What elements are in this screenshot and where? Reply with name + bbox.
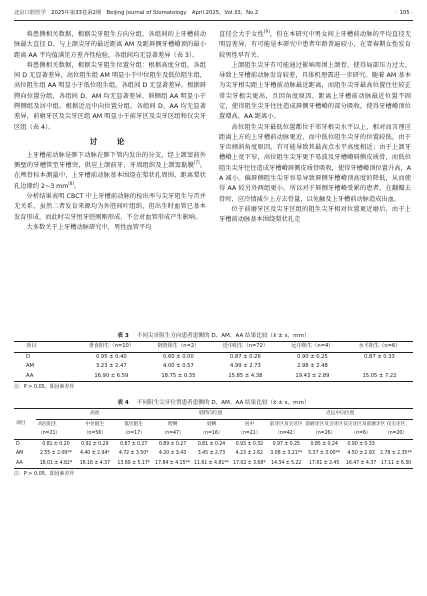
table-cell: 0.87 ± 0.26 — [230, 353, 261, 360]
table4-header: 前牙区及尖牙区 — [269, 421, 303, 427]
table-cell: 0.81 ± 0.20 — [42, 441, 70, 447]
citation-9: [9] — [263, 28, 270, 34]
table4-n: （n=42） — [267, 429, 305, 439]
table4-n: （n=20） — [379, 429, 413, 439]
table-cell: 3.08 ± 3.21** — [270, 451, 303, 456]
table-cell: 11.61 ± 4.81** — [192, 459, 232, 469]
table-cell: AM — [16, 451, 24, 456]
discussion-paragraph-height: 高位阻生尖牙最低位置都位于邻牙根尖水平以上，相对而言理应距离上方的上牙槽前动脉更近，而中低位阻生尖牙的位置较低，由于牙齿倾斜角度原因，有可能导致其最高点水平高度相近；由于上颌牙槽嵴上宽下窄，高位阻生尖牙更不易波及牙槽嵴唇侧皮质骨，而低位阻生尖牙往往造成牙槽嵴唇侧皮质骨吸收，使得牙槽嵴顶位置升高，AA 减小。偏唇侧阻生尖牙容易导致唇侧牙槽嵴顶高度的降低，从而使得 AA 较另外两组更小。所以对于唇侧牙槽嵴受累的患者，在翻瓣去骨时，应冷情减少上方去骨量，以免触及上牙槽前动脉造成出血。 — [219, 123, 411, 203]
table3-header-row — [14, 342, 413, 353]
page-number: · 105 · — [396, 10, 413, 16]
results-paragraph-position: 将患侧相关数据，根据尖牙阻生位置分组：根据高度分组，各组间 D 无显著差异，高位阻生组 AM 明显小于中位阻生及低位阻生组，高位阻生组 AA 明显小于低位阻生组，各组间 D 无显著差异。根据唇腭向位置分组，各组间 D、AM 均无显著差异，唇侧组 AA 明显小于腭侧组及居中组。根据近远中向位置分组，各组间 D、AA 均无显著差异，前磨牙区及尖牙区组 AM 明显小于前牙区及尖牙区组和仅尖牙区组（表 4）。 — [14, 61, 206, 131]
table4-n: （n=21） — [36, 429, 76, 439]
table3-number: 表 3 — [117, 333, 129, 339]
table-cell: 0.90 ± 0.25 — [297, 353, 328, 360]
table-cell: 0.87 ± 0.33 — [364, 353, 395, 360]
table-cell: D — [16, 441, 20, 447]
table-row — [14, 352, 413, 362]
table-cell: 16.16 ± 4.37 — [76, 459, 114, 469]
table4-group-height: 高度 — [36, 409, 154, 420]
table4-caption: 表 4 不同阻生尖牙位置患者患侧的 D、AM、AA 结果比较（x̄ ± s，mm） — [117, 400, 310, 406]
table4-n: （n=26） — [305, 429, 343, 439]
table-cell: 14.34 ± 5.22 — [267, 459, 305, 469]
table4-header: 仅尖牙区 — [386, 421, 406, 427]
table-cell: 13.69 ± 5.17* — [114, 459, 154, 469]
table4-n: （n=21） — [231, 429, 267, 439]
table-cell: 4.00 ± 0.57 — [163, 363, 194, 369]
table-cell: 17.61 ± 2.45 — [305, 459, 343, 469]
table-cell: D — [26, 353, 30, 360]
citation-8: [8] — [68, 180, 75, 186]
table4-group-bucco: 唇腭向位置 — [154, 409, 268, 420]
table-cell: 17.84 ± 4.15** — [154, 459, 192, 469]
table-cell: 4.20 ± 3.43 — [158, 451, 187, 456]
table4-header: 腭侧 — [167, 421, 178, 427]
table4-header-row — [14, 419, 413, 429]
table4-note: 注：P > 0.05，即因素差异 — [14, 471, 75, 477]
table-cell — [379, 439, 413, 449]
left-column — [14, 30, 206, 326]
journal-info: 北京口腔医学 2025年第33卷第2期 Beijing Journal of Stomatology April 2025，Vol.33，No.2 — [14, 10, 259, 16]
table-cell: 4.99 ± 2.73 — [230, 363, 261, 369]
table4-number: 表 4 — [117, 400, 129, 406]
table-cell: 0.93 ± 0.32 — [235, 441, 264, 447]
table-cell: 18.01 ± 4.82* — [36, 459, 76, 469]
table3-header: 倒置阻生（n=2） — [145, 342, 212, 353]
table-cell: 3.45 ± 2.73 — [197, 451, 226, 456]
discussion-paragraph-mechanism: 上颌阻生尖牙有可能通过影响周围上颌骨，使得局部压力过大，导致上牙槽前动脉发育较差，具体机理需进一步研究。随着 AM 基本为尖牙根尖距上牙槽前动脉最近距离，而阻生尖牙最高位置往往较正常尖牙根尖更高，且因角度原因，距离上牙槽前动脉最近位置不固定，使得阻生尖牙往往造成唇侧牙槽嵴的部分吸收，使得牙槽嵴顶位置增高，AA 距离小。 — [219, 61, 411, 121]
table-cell: 17.02 ± 3.68* — [231, 459, 267, 469]
discussion-paragraph-gender: 大多数关于上牙槽动脉研究中，男性血管平均 — [26, 223, 152, 231]
table-cell: 0.95 ± 0.40 — [95, 353, 127, 360]
table-cell: 0.87 ± 0.27 — [119, 441, 148, 447]
table-row — [14, 459, 413, 469]
discussion-paragraph-gender-cont: 直径会大于女性[9]，但在本研究中男女间上牙槽前动脉的平均直径无明显差异，有可能是本研究中患者年龄普遍较小，在青春期女性发育较男性早有关。 — [219, 28, 412, 59]
table4-header: 前磨牙区及尖牙区 — [305, 421, 343, 427]
table3-header: 近中阻生（n=72） — [212, 342, 279, 353]
discussion-heading: 讨 论 — [89, 136, 131, 146]
table4-n: （n=47） — [154, 429, 192, 439]
table-cell: 4.50 ± 2.93 — [347, 451, 375, 456]
table3-header: 水平阻生（n=6） — [346, 342, 413, 353]
table-cell: AA — [14, 459, 36, 469]
table4-n: （n=16） — [192, 429, 232, 439]
table3-header: 远中阻生（n=4） — [279, 342, 346, 353]
table4 — [14, 408, 413, 469]
table-cell: 3.23 ± 2.47 — [95, 363, 127, 369]
table-cell: 2.98 ± 2.48 — [297, 363, 328, 369]
table3-caption: 表 3 不同尖牙阻生方向患者患侧的 D、AM、AA 结果比较（x̄ ± s，mm） — [117, 333, 310, 339]
table4-n: （n=6） — [343, 429, 379, 439]
table4-header: 高位阻生 — [37, 421, 57, 427]
table-cell — [346, 362, 413, 372]
discussion-paragraph-mesiodistal: 位于前磨牙区及尖牙区组的阻生尖牙相对位置更近磨后，由于上牙槽前动脉基本围绕梨状孔走 — [219, 205, 411, 224]
table-cell: 0.89 ± 0.27 — [158, 441, 187, 447]
table-cell: 0.92 ± 0.29 — [81, 441, 109, 447]
table-cell: 16.90 ± 6.59 — [78, 372, 145, 382]
table-cell: 4.72 ± 3.50* — [118, 451, 149, 456]
table-cell: AM — [26, 363, 35, 369]
citation-7: [7] — [193, 160, 200, 166]
right-column — [219, 30, 411, 326]
table-cell: 0.97 ± 0.25 — [272, 441, 300, 447]
table4-group-row — [14, 409, 413, 420]
table3-header: 垂直阻生（n=10） — [78, 342, 145, 353]
table-cell: 19.43 ± 2.89 — [279, 372, 346, 382]
table4-header: 中位阻生 — [85, 421, 105, 427]
table-cell: AA — [14, 372, 78, 382]
table4-n-row — [14, 429, 413, 439]
table4-header: 居中 — [244, 421, 255, 427]
table3-note: 注：P > 0.05，即因素差异 — [14, 384, 75, 390]
table4-n: （n=56） — [76, 429, 114, 439]
table-cell: 0.81 ± 0.24 — [197, 441, 226, 447]
table-cell: 2.78 ± 2.35** — [380, 451, 412, 456]
table3 — [14, 341, 413, 382]
table-cell: 15.05 ± 7.22 — [346, 372, 413, 382]
table-cell: 15.85 ± 4.38 — [212, 372, 279, 382]
table-cell: 0.85 ± 0.24 — [310, 441, 338, 447]
table-row — [14, 439, 413, 449]
discussion-paragraph-anatomy: 上牙槽前动脉是眶下动脉在眶下管内发出的分支，经上颌窦前外侧壁的牙槽管至牙槽突，供应上颌前牙、牙周组织及上颌窦黏膜[7]。在颅骨标本测量中，上牙槽前动脉基本围绕在梨状孔周围，距离梨状孔边缘约 2~3 mm[8]。 — [14, 151, 207, 190]
table4-header: 低位阻生 — [124, 421, 144, 427]
discussion-paragraph-detection: 分析结果表明 CBCT 中上牙槽前动脉的检出率与尖牙阻生与否并无关系，虽然二者发育来源均为外胚间叶组织，但出生时血管已基本发育形成，而此时尖牙恒牙胚刚刚形成，不会对血管形成产生影响。 — [14, 192, 206, 221]
table3-header: 项目 — [14, 342, 78, 353]
running-header — [14, 8, 413, 21]
results-paragraph-direction: 将患侧相关数据，根据尖牙阻生方向分组，各组间的上牙槽前动脉最大直径 D、与上颌尖牙的最近距离 AM 及距唇侧牙槽嵴顶的最小距离 AA 平均值满足方差齐性检验，各组间均无显著差异（表 3）。 — [14, 31, 206, 59]
table-cell: 4.23 ± 2.62 — [235, 451, 264, 456]
table4-header: 唇侧 — [206, 421, 217, 427]
table4-header: 仅尖牙区及前磨牙区 — [343, 421, 386, 427]
table-cell: 5.37 ± 3.00** — [308, 451, 341, 456]
table-cell: 0.60 ± 0.00 — [163, 353, 194, 360]
table-cell: 18.75 ± 0.35 — [145, 372, 212, 382]
table4-n: （n=17） — [114, 429, 154, 439]
table-cell: 16.47 ± 4.37 — [343, 459, 379, 469]
table-row — [14, 372, 413, 382]
table-cell: 2.55 ± 2.09** — [39, 451, 72, 456]
table4-group-mesio: 近远中向位置 — [267, 409, 413, 420]
table-cell: 17.11 ± 6.30 — [379, 459, 413, 469]
table-cell: 4.40 ± 2.94* — [79, 451, 110, 456]
table-row — [14, 449, 413, 459]
table4-header: 项目 — [14, 409, 36, 440]
table-cell: 0.90 ± 0.33 — [347, 441, 375, 447]
table-row — [14, 362, 413, 372]
tables-area — [14, 332, 413, 478]
